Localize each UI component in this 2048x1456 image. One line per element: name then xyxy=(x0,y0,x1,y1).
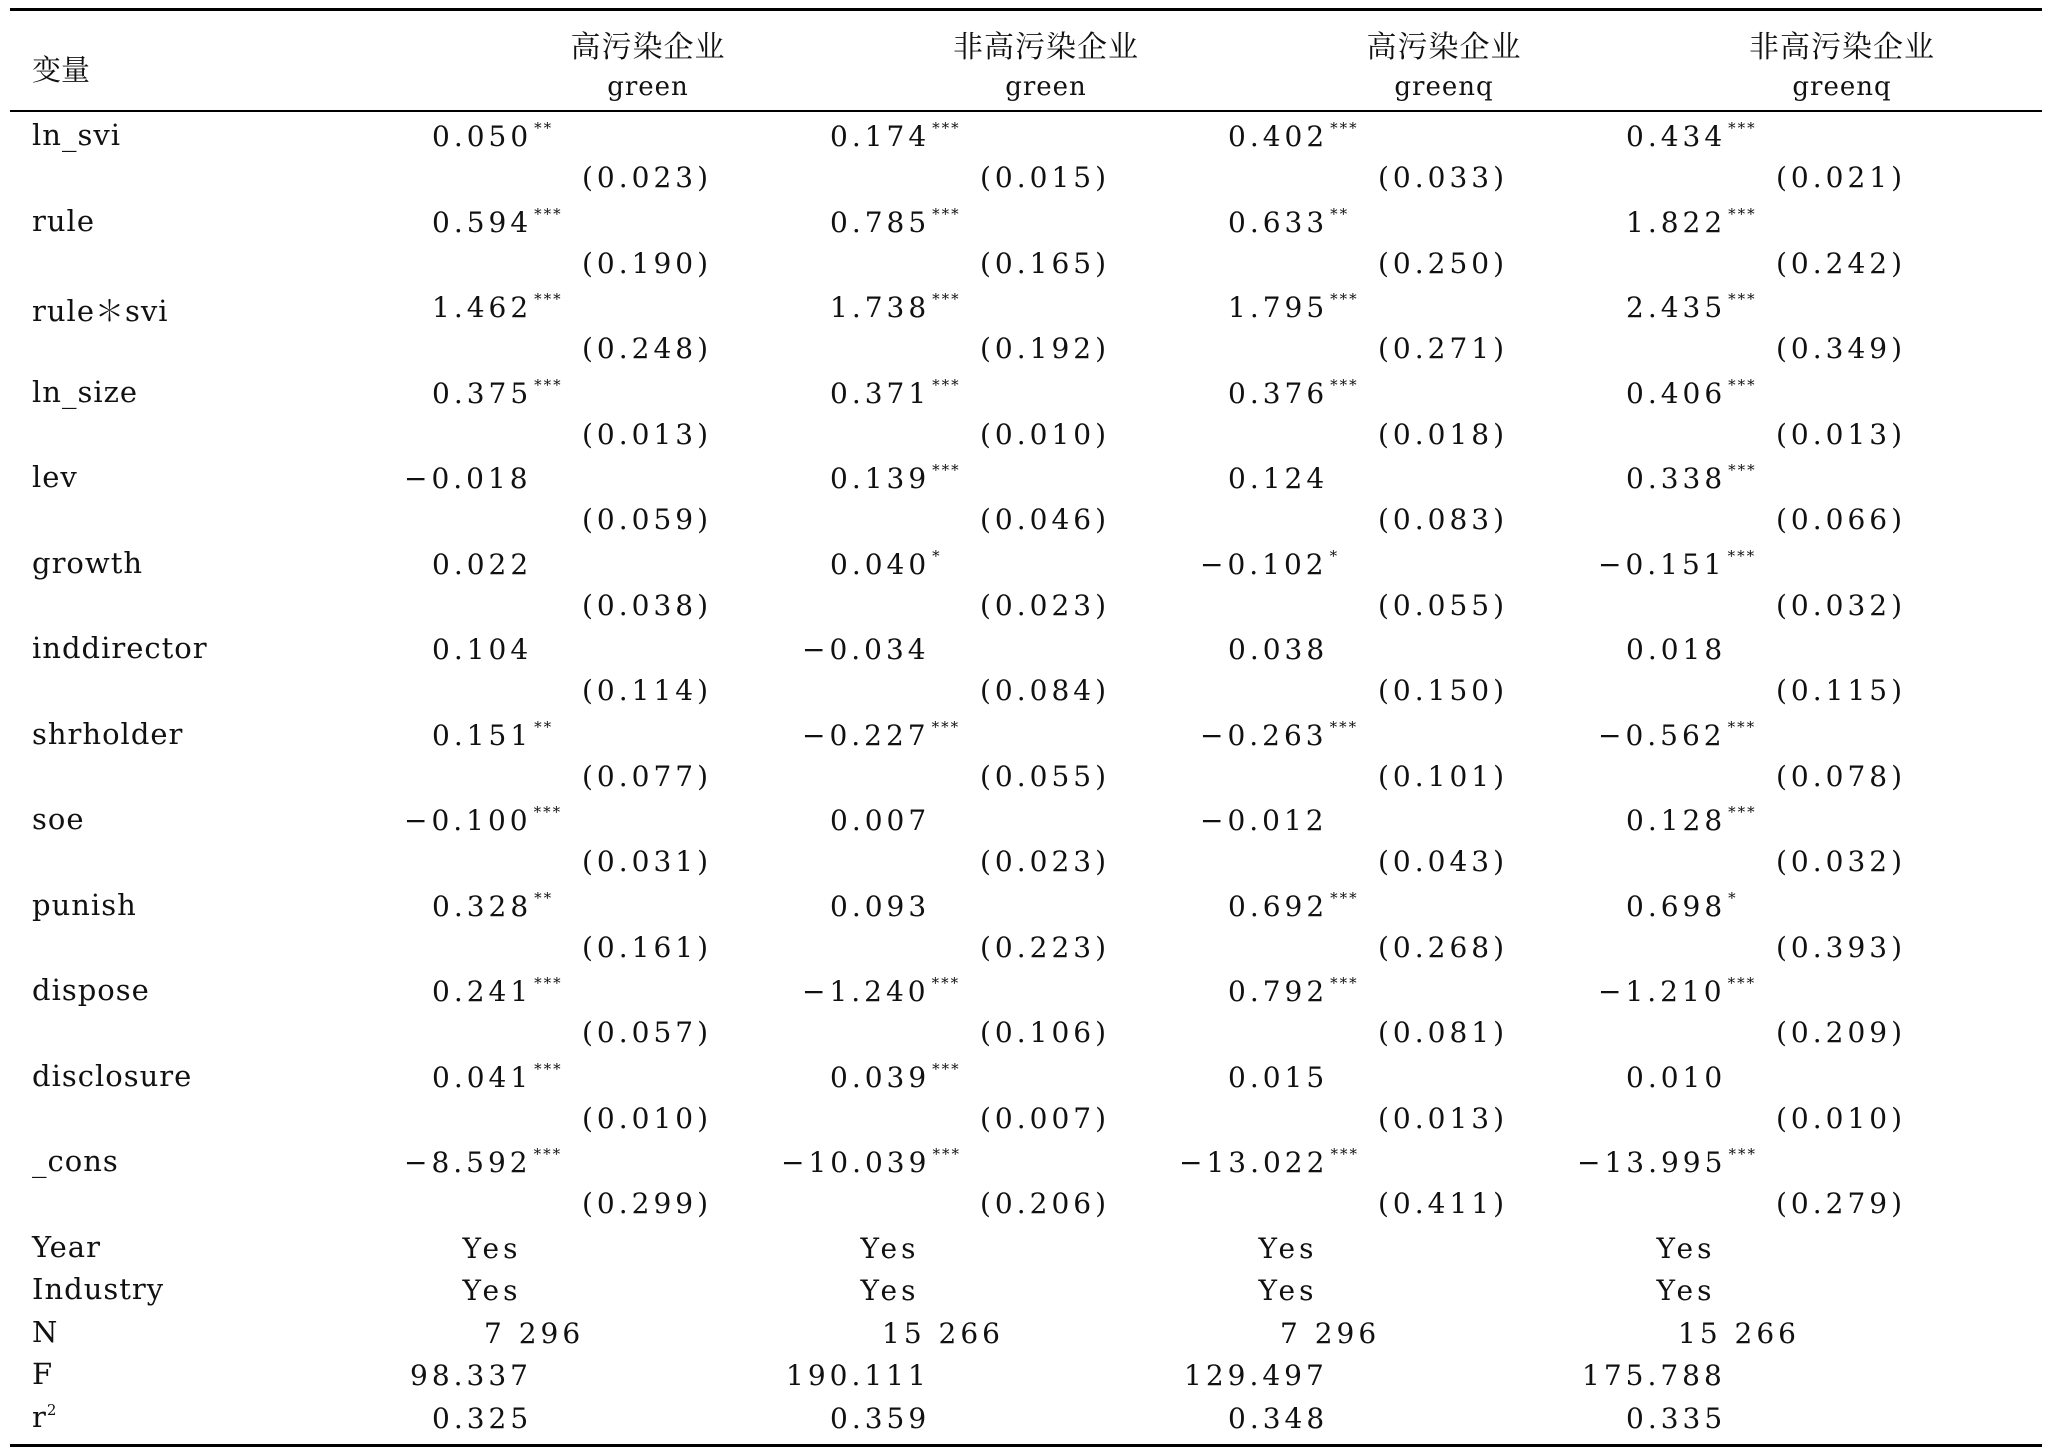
standard-error: (0.010) xyxy=(582,1101,713,1135)
significance-stars: *** xyxy=(932,1059,961,1078)
coefficient-value: 0.434 xyxy=(1626,120,1727,153)
coefficient-value: −0.227 xyxy=(802,718,930,752)
coefficient-cell xyxy=(1179,1146,1359,1179)
coefficient-value: −13.995 xyxy=(1577,1146,1727,1179)
coefficient-cell xyxy=(1626,120,1757,153)
coefficient-cell xyxy=(432,291,563,324)
coefficient-value: 0.050 xyxy=(432,120,533,153)
statistic-value: 0.335 xyxy=(1626,1401,1727,1435)
coefficient-value: 0.139 xyxy=(830,462,931,495)
standard-error: (0.083) xyxy=(1378,503,1509,536)
standard-error: (0.010) xyxy=(1776,1101,1907,1135)
coefficient-cell xyxy=(1626,804,1757,837)
coefficient-value: −0.012 xyxy=(1200,804,1328,837)
standard-error: (0.411) xyxy=(1378,1187,1509,1220)
coefficient-cell xyxy=(1228,120,1359,153)
variable-name: punish xyxy=(32,887,137,922)
significance-stars: *** xyxy=(1728,803,1757,821)
significance-stars: *** xyxy=(1728,290,1757,308)
top-rule xyxy=(10,8,2042,11)
coefficient-value: −0.100 xyxy=(404,804,532,837)
significance-stars: *** xyxy=(1330,290,1359,308)
fixed-effect-label: Industry xyxy=(32,1272,165,1306)
significance-stars: *** xyxy=(534,375,563,394)
coefficient-value: 0.040 xyxy=(830,547,931,581)
coefficient-value: 0.594 xyxy=(432,205,533,239)
variable-name: ln_size xyxy=(32,374,139,409)
column-group-label: 非高污染企业 xyxy=(953,30,1139,65)
standard-error: (0.018) xyxy=(1378,417,1509,451)
bottom-rule xyxy=(10,1444,2042,1447)
significance-stars: *** xyxy=(1728,119,1757,137)
coefficient-cell xyxy=(1626,1061,1728,1094)
standard-error: (0.013) xyxy=(1378,1101,1509,1135)
coefficient-cell xyxy=(830,804,932,837)
standard-error: (0.078) xyxy=(1776,759,1907,793)
coefficient-cell xyxy=(830,548,942,581)
significance-stars: *** xyxy=(932,1145,961,1163)
coefficient-cell xyxy=(404,462,534,495)
coefficient-cell xyxy=(432,377,563,410)
significance-stars: *** xyxy=(1728,375,1757,394)
statistic-name: F xyxy=(32,1357,54,1391)
significance-stars: *** xyxy=(932,375,961,394)
column-group-label: 高污染企业 xyxy=(570,30,726,65)
standard-error: (0.057) xyxy=(582,1016,713,1049)
coefficient-value: 2.435 xyxy=(1626,291,1727,324)
significance-stars: *** xyxy=(932,461,961,479)
coefficient-cell xyxy=(1626,633,1728,666)
significance-stars: ** xyxy=(534,119,554,137)
coefficient-cell xyxy=(830,462,961,495)
statistic-superscript: 2 xyxy=(46,1400,58,1419)
significance-stars: *** xyxy=(1727,717,1757,736)
variable-name: rule xyxy=(32,203,95,238)
fixed-effect-label: Year xyxy=(32,1229,101,1264)
coefficient-cell xyxy=(1598,548,1756,581)
coefficient-cell xyxy=(1228,633,1330,666)
coefficient-cell xyxy=(1598,975,1756,1008)
standard-error: (0.192) xyxy=(980,332,1111,365)
coefficient-cell xyxy=(432,719,553,752)
significance-stars: *** xyxy=(932,290,961,308)
coefficient-value: 0.402 xyxy=(1228,120,1329,153)
significance-stars: *** xyxy=(1330,1145,1359,1163)
coefficient-value: 0.007 xyxy=(830,804,931,837)
coefficient-value: 0.018 xyxy=(1626,633,1727,666)
statistic-value: 7 296 xyxy=(1280,1316,1381,1350)
coefficient-value: 0.104 xyxy=(432,633,533,666)
coefficient-cell xyxy=(1228,975,1359,1008)
coefficient-cell xyxy=(802,719,960,752)
coefficient-value: 0.128 xyxy=(1626,804,1727,837)
standard-error: (0.349) xyxy=(1776,332,1907,365)
statistic-value: 15 266 xyxy=(882,1316,1004,1350)
statistic-label xyxy=(32,1357,53,1391)
standard-error: (0.077) xyxy=(582,759,713,793)
coefficient-value: −0.562 xyxy=(1598,718,1726,752)
significance-stars: *** xyxy=(534,1059,563,1078)
coefficient-value: 0.015 xyxy=(1228,1060,1329,1094)
significance-stars: *** xyxy=(1728,461,1757,479)
coefficient-cell xyxy=(404,1146,562,1179)
standard-error: (0.161) xyxy=(582,930,713,964)
coefficient-cell xyxy=(1228,377,1359,410)
significance-stars: *** xyxy=(931,974,961,992)
variable-name: growth xyxy=(32,545,144,580)
significance-stars: * xyxy=(932,546,942,565)
coefficient-value: 0.038 xyxy=(1228,633,1329,666)
standard-error: (0.055) xyxy=(980,759,1111,793)
significance-stars: ** xyxy=(534,888,554,907)
statistic-name: r xyxy=(32,1399,47,1434)
standard-error: (0.023) xyxy=(582,161,713,194)
variable-header: 变量 xyxy=(32,53,91,87)
coefficient-value: 0.785 xyxy=(830,205,931,239)
header-rule xyxy=(10,110,2042,112)
standard-error: (0.190) xyxy=(582,246,713,280)
coefficient-value: 1.795 xyxy=(1228,291,1329,324)
coefficient-cell xyxy=(1626,291,1757,324)
coefficient-value: 0.376 xyxy=(1228,376,1329,410)
coefficient-value: 1.738 xyxy=(830,291,931,324)
standard-error: (0.209) xyxy=(1776,1016,1907,1049)
coefficient-cell xyxy=(1598,719,1756,752)
coefficient-cell xyxy=(1626,890,1738,923)
standard-error: (0.248) xyxy=(582,332,713,365)
statistic-value: 175.788 xyxy=(1582,1359,1726,1392)
standard-error: (0.038) xyxy=(582,588,713,622)
standard-error: (0.242) xyxy=(1776,246,1907,280)
coefficient-value: 0.633 xyxy=(1228,205,1329,239)
standard-error: (0.023) xyxy=(980,588,1111,622)
standard-error: (0.032) xyxy=(1776,845,1907,878)
coefficient-value: 0.010 xyxy=(1626,1060,1727,1094)
coefficient-value: 0.698 xyxy=(1626,889,1727,923)
statistic-value: 190.111 xyxy=(786,1359,930,1392)
coefficient-value: 1.822 xyxy=(1626,205,1727,239)
statistic-value: 98.337 xyxy=(410,1359,532,1392)
significance-stars: * xyxy=(1728,888,1738,907)
standard-error: (0.393) xyxy=(1776,930,1907,964)
coefficient-value: 0.328 xyxy=(432,889,533,923)
significance-stars: *** xyxy=(1727,546,1757,565)
significance-stars: *** xyxy=(1728,1145,1757,1163)
coefficient-cell xyxy=(1228,206,1349,239)
significance-stars: *** xyxy=(1329,717,1359,736)
significance-stars: *** xyxy=(1728,204,1757,223)
coefficient-cell xyxy=(1228,291,1359,324)
significance-stars: *** xyxy=(534,974,563,992)
coefficient-cell xyxy=(830,890,932,923)
coefficient-value: −8.592 xyxy=(404,1146,532,1179)
coefficient-cell xyxy=(1200,548,1339,581)
coefficient-value: −1.210 xyxy=(1598,975,1726,1008)
dependent-variable-label: greenq xyxy=(1792,72,1892,102)
standard-error: (0.114) xyxy=(582,674,713,707)
standard-error: (0.059) xyxy=(582,503,713,536)
standard-error: (0.031) xyxy=(582,845,713,878)
significance-stars: *** xyxy=(932,204,961,223)
variable-name: inddirector xyxy=(32,631,208,665)
dependent-variable-label: green xyxy=(1005,72,1087,102)
coefficient-value: 0.039 xyxy=(830,1060,931,1094)
standard-error: (0.268) xyxy=(1378,930,1509,964)
column-group-label: 高污染企业 xyxy=(1366,30,1522,65)
coefficient-cell xyxy=(1577,1146,1757,1179)
fixed-effect-value: Yes xyxy=(462,1231,522,1265)
standard-error: (0.271) xyxy=(1378,332,1509,365)
coefficient-cell xyxy=(1200,804,1330,837)
significance-stars: *** xyxy=(534,204,563,223)
coefficient-cell xyxy=(1200,719,1358,752)
coefficient-value: 0.692 xyxy=(1228,889,1329,923)
coefficient-cell xyxy=(432,206,563,239)
variable-name: soe xyxy=(32,802,85,836)
significance-stars: *** xyxy=(931,717,961,736)
fixed-effect-value: Yes xyxy=(1258,1231,1318,1265)
coefficient-value: 0.241 xyxy=(432,975,533,1008)
coefficient-cell xyxy=(432,633,534,666)
statistic-name: N xyxy=(32,1314,59,1349)
standard-error: (0.250) xyxy=(1378,246,1509,280)
standard-error: (0.165) xyxy=(980,246,1111,280)
standard-error: (0.010) xyxy=(980,417,1111,451)
fixed-effect-value: Yes xyxy=(1258,1274,1318,1307)
coefficient-cell xyxy=(830,377,961,410)
variable-name: dispose xyxy=(32,973,150,1007)
coefficient-value: 0.041 xyxy=(432,1060,533,1094)
standard-error: (0.023) xyxy=(980,845,1111,878)
standard-error: (0.084) xyxy=(980,674,1111,707)
standard-error: (0.021) xyxy=(1776,161,1907,194)
significance-stars: ** xyxy=(1330,204,1350,223)
coefficient-cell xyxy=(830,1061,961,1094)
coefficient-cell xyxy=(432,548,534,581)
fixed-effect-value: Yes xyxy=(860,1274,920,1307)
coefficient-value: 0.375 xyxy=(432,376,533,410)
standard-error: (0.206) xyxy=(980,1187,1111,1220)
significance-stars: *** xyxy=(1330,119,1359,137)
significance-stars: *** xyxy=(1727,974,1757,992)
coefficient-cell xyxy=(432,120,553,153)
standard-error: (0.046) xyxy=(980,503,1111,536)
coefficient-cell xyxy=(781,1146,961,1179)
standard-error: (0.299) xyxy=(582,1187,713,1220)
standard-error: (0.013) xyxy=(582,417,713,451)
standard-error: (0.106) xyxy=(980,1016,1111,1049)
standard-error: (0.033) xyxy=(1378,161,1509,194)
statistic-value: 15 266 xyxy=(1678,1316,1800,1350)
coefficient-cell xyxy=(432,975,563,1008)
statistic-value: 129.497 xyxy=(1184,1359,1328,1392)
coefficient-cell xyxy=(802,975,960,1008)
significance-stars: ** xyxy=(534,717,554,736)
coefficient-cell xyxy=(1228,1061,1330,1094)
significance-stars: *** xyxy=(533,803,563,821)
coefficient-cell xyxy=(1228,462,1330,495)
standard-error: (0.115) xyxy=(1776,674,1907,707)
standard-error: (0.223) xyxy=(980,930,1111,964)
standard-error: (0.032) xyxy=(1776,588,1907,622)
coefficient-value: −0.034 xyxy=(802,633,930,666)
coefficient-value: −10.039 xyxy=(781,1146,931,1179)
variable-name: ln_svi xyxy=(32,118,121,152)
fixed-effect-value: Yes xyxy=(860,1231,920,1265)
standard-error: (0.013) xyxy=(1776,417,1907,451)
fixed-effect-value: Yes xyxy=(1656,1274,1716,1307)
column-group-label: 非高污染企业 xyxy=(1749,30,1935,65)
coefficient-value: −0.102 xyxy=(1200,547,1328,581)
coefficient-value: 0.406 xyxy=(1626,376,1727,410)
coefficient-value: −13.022 xyxy=(1179,1146,1329,1179)
coefficient-value: 0.124 xyxy=(1228,462,1329,495)
coefficient-value: 1.462 xyxy=(432,291,533,324)
fixed-effect-value: Yes xyxy=(1656,1231,1716,1265)
standard-error: (0.150) xyxy=(1378,674,1509,707)
variable-name: rule＊svi xyxy=(32,294,169,328)
coefficient-value: 0.792 xyxy=(1228,975,1329,1008)
dependent-variable-label: green xyxy=(607,72,689,102)
coefficient-cell xyxy=(1228,890,1359,923)
variable-name: lev xyxy=(32,460,78,494)
standard-error: (0.015) xyxy=(980,161,1111,194)
standard-error: (0.007) xyxy=(980,1101,1111,1135)
statistic-value: 0.325 xyxy=(432,1401,533,1435)
coefficient-cell xyxy=(830,120,961,153)
standard-error: (0.043) xyxy=(1378,845,1509,878)
coefficient-value: −0.263 xyxy=(1200,718,1328,752)
variable-name: _cons xyxy=(32,1144,119,1178)
coefficient-value: 0.093 xyxy=(830,889,931,923)
coefficient-cell xyxy=(1626,206,1757,239)
statistic-value: 0.359 xyxy=(830,1401,931,1435)
coefficient-cell xyxy=(432,1061,563,1094)
standard-error: (0.101) xyxy=(1378,759,1509,793)
dependent-variable-label: greenq xyxy=(1394,72,1494,102)
significance-stars: *** xyxy=(932,119,961,137)
fixed-effect-value: Yes xyxy=(462,1274,522,1307)
coefficient-value: 0.151 xyxy=(432,718,533,752)
coefficient-value: 0.338 xyxy=(1626,462,1727,495)
statistic-value: 7 296 xyxy=(484,1316,585,1350)
significance-stars: *** xyxy=(534,290,563,308)
statistic-label xyxy=(32,1400,57,1434)
standard-error: (0.081) xyxy=(1378,1016,1509,1049)
significance-stars: *** xyxy=(533,1145,563,1163)
coefficient-cell xyxy=(802,633,932,666)
coefficient-cell xyxy=(432,890,553,923)
coefficient-value: −0.018 xyxy=(404,462,532,495)
coefficient-value: 0.022 xyxy=(432,547,533,581)
variable-name: shrholder xyxy=(32,716,184,751)
significance-stars: * xyxy=(1329,546,1340,565)
variable-name: disclosure xyxy=(32,1058,193,1093)
standard-error: (0.066) xyxy=(1776,503,1907,536)
coefficient-cell xyxy=(1626,462,1757,495)
coefficient-value: −0.151 xyxy=(1598,547,1726,581)
coefficient-value: 0.371 xyxy=(830,376,931,410)
standard-error: (0.279) xyxy=(1776,1187,1907,1220)
statistic-label xyxy=(32,1315,58,1349)
significance-stars: *** xyxy=(1330,974,1359,992)
significance-stars: *** xyxy=(1330,888,1359,907)
coefficient-cell xyxy=(830,206,961,239)
coefficient-value: −1.240 xyxy=(802,975,930,1008)
significance-stars: *** xyxy=(1330,375,1359,394)
standard-error: (0.055) xyxy=(1378,588,1509,622)
coefficient-value: 0.174 xyxy=(830,120,931,153)
coefficient-cell xyxy=(404,804,562,837)
coefficient-cell xyxy=(830,291,961,324)
statistic-value: 0.348 xyxy=(1228,1401,1329,1435)
coefficient-cell xyxy=(1626,377,1757,410)
